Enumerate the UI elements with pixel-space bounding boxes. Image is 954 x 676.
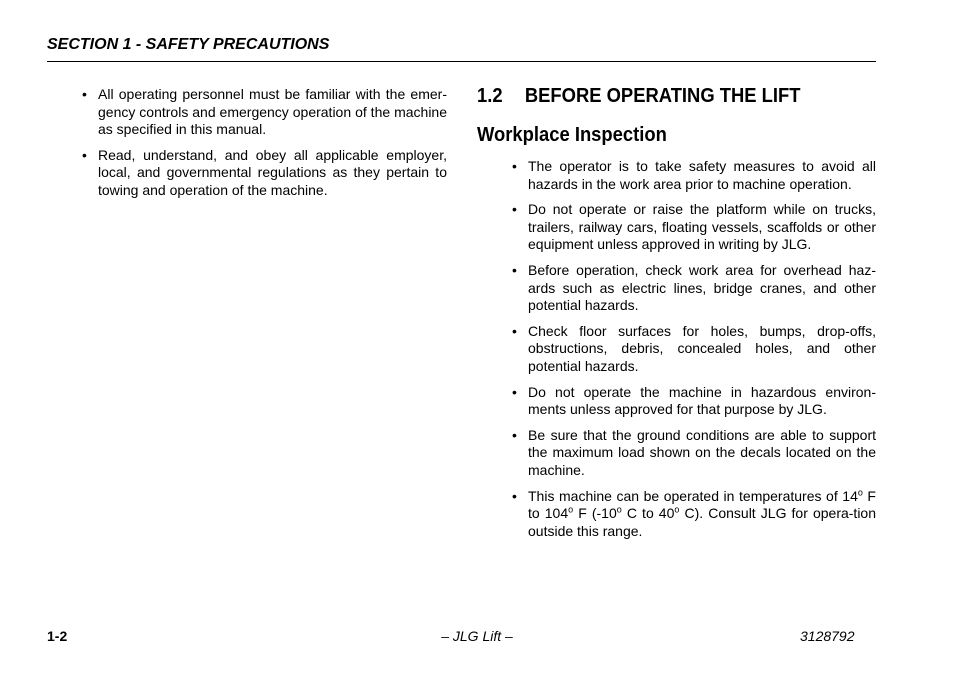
bullet-icon: •: [512, 426, 517, 443]
degree-mark: o: [568, 504, 574, 515]
bullet-icon: •: [82, 86, 87, 102]
section-header: SECTION 1 - SAFETY PRECAUTIONS: [47, 36, 876, 62]
list-item: • Be sure that the ground conditions are able to support the maximum load shown on the decals located on the machine.: [512, 426, 876, 478]
right-bullet-list: [512, 158, 876, 540]
bullet-icon: •: [512, 158, 517, 174]
bullet-icon: •: [512, 261, 517, 278]
footer-brand: – JLG Lift –: [441, 628, 513, 644]
list-item: • Do not operate or raise the platform while on trucks, trailers, railway cars, floating vessels, scaffolds or other equipment unless approved in writing by JLG.: [512, 201, 876, 253]
bullet-icon: •: [82, 146, 87, 163]
list-item: • All operating personnel must be familiar with the emer-gency controls and emergency operation of the machine as specified in this manual.: [82, 86, 447, 138]
bullet-icon: •: [512, 322, 517, 339]
subsection-heading: Workplace Inspection: [477, 124, 667, 146]
bullet-icon: •: [512, 383, 517, 400]
bullet-icon: •: [512, 487, 517, 504]
section-title: BEFORE OPERATING THE LIFT: [524, 85, 801, 107]
section-number: 1.2: [477, 85, 503, 107]
list-item: • Check floor surfaces for holes, bumps, drop-offs, obstructions, debris, concealed holes, and other potential hazards.: [512, 322, 876, 374]
list-item: • Before operation, check work area for overhead haz-ards such as electric lines, bridge cranes, and other potential hazards.: [512, 261, 876, 314]
temperature-list-item: • This machine can be operated in temperatures of 14$^o$ F to 104$^o$ F (-10$^o$ C to 40$^o$ C). Consult JLG for opera-tion outside this range.: [512, 486, 876, 539]
list-item: • Read, understand, and obey all applicable employer, local, and governmental regulations as they pertain to towing and operation of the machine.: [82, 146, 447, 198]
list-item: • The operator is to take safety measures to avoid all hazards in the work area prior to machine operation.: [512, 158, 876, 192]
page-number: 1-2: [47, 628, 68, 644]
degree-mark: o: [857, 486, 863, 497]
bullet-icon: •: [512, 201, 517, 218]
list-item: • Do not operate the machine in hazardous environ-ments unless approved for that purpose by JLG.: [512, 383, 876, 418]
document-number: 3128792: [800, 628, 855, 644]
left-bullet-list: [82, 86, 447, 200]
degree-mark: o: [674, 504, 680, 515]
left-column: [82, 86, 447, 208]
section-heading: [477, 84, 844, 108]
right-column: [477, 84, 876, 548]
degree-mark: o: [616, 504, 622, 515]
